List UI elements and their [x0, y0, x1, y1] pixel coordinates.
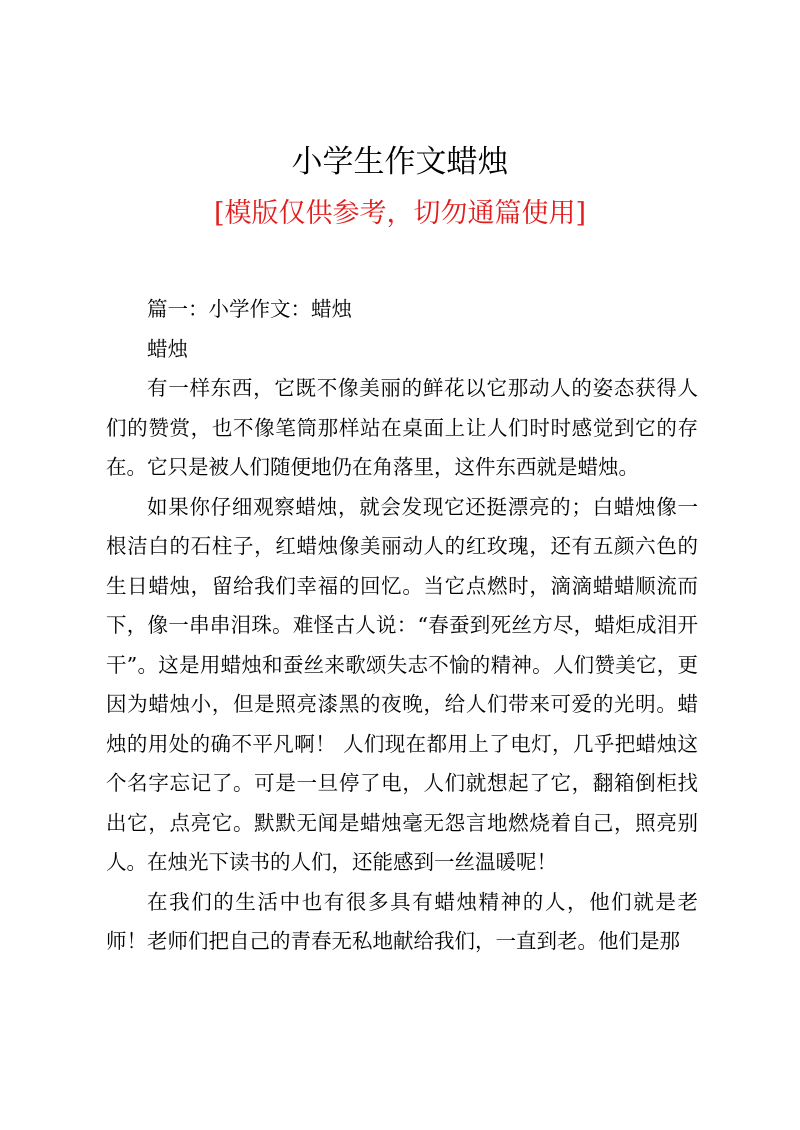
section-heading: 篇一：小学作文：蜡烛: [147, 297, 352, 321]
essay-title: 蜡烛: [147, 336, 188, 361]
paragraph-2: 如果你仔细观察蜡烛，就会发现它还挺漂亮的；白蜡烛像一根洁白的石柱子，红蜡烛像美丽动人的红玫瑰，还有五颜六色的生日蜡烛，留给我们幸福的回忆。当它点燃时，滴滴蜡蜡顺流而下，像一串串泪珠。难怪古人说：“春蚕到死丝方尽，蜡炬成泪开干”。这是用蜡烛和蚕丝来歌颂失志不愉的精神。人们赞美它，更因为蜡烛小，但是照亮漆黑的夜晚，给人们带来可爱的光明。蜡烛的用处的确不平凡啊！ 人们现在都用上了电灯，几乎把蜡烛这个名字忘记了。可是一旦停了电，人们就想起了它，翻箱倒柜找出它，点亮它。默默无闻是蜡烛毫无怨言地燃烧着自己，照亮别人。在烛光下读书的人们，还能感到一丝温暖呢！: [106, 494, 698, 874]
paragraph-3: 在我们的生活中也有很多具有蜡烛精神的人，他们就是老师！老师们把自己的青春无私地献给我们，一直到老。他们是那: [106, 889, 698, 953]
document-body: [106, 290, 698, 962]
document-title: 小学生作文蜡烛: [291, 144, 509, 180]
template-notice: [模版仅供参考，切勿通篇使用]: [213, 198, 587, 229]
paragraph-1: 有一样东西，它既不像美丽的鲜花以它那动人的姿态获得人们的赞赏，也不像笔筒那样站在桌面上让人们时时感觉到它的存在。它只是被人们随便地仍在角落里，这件东西就是蜡烛。: [106, 376, 698, 479]
